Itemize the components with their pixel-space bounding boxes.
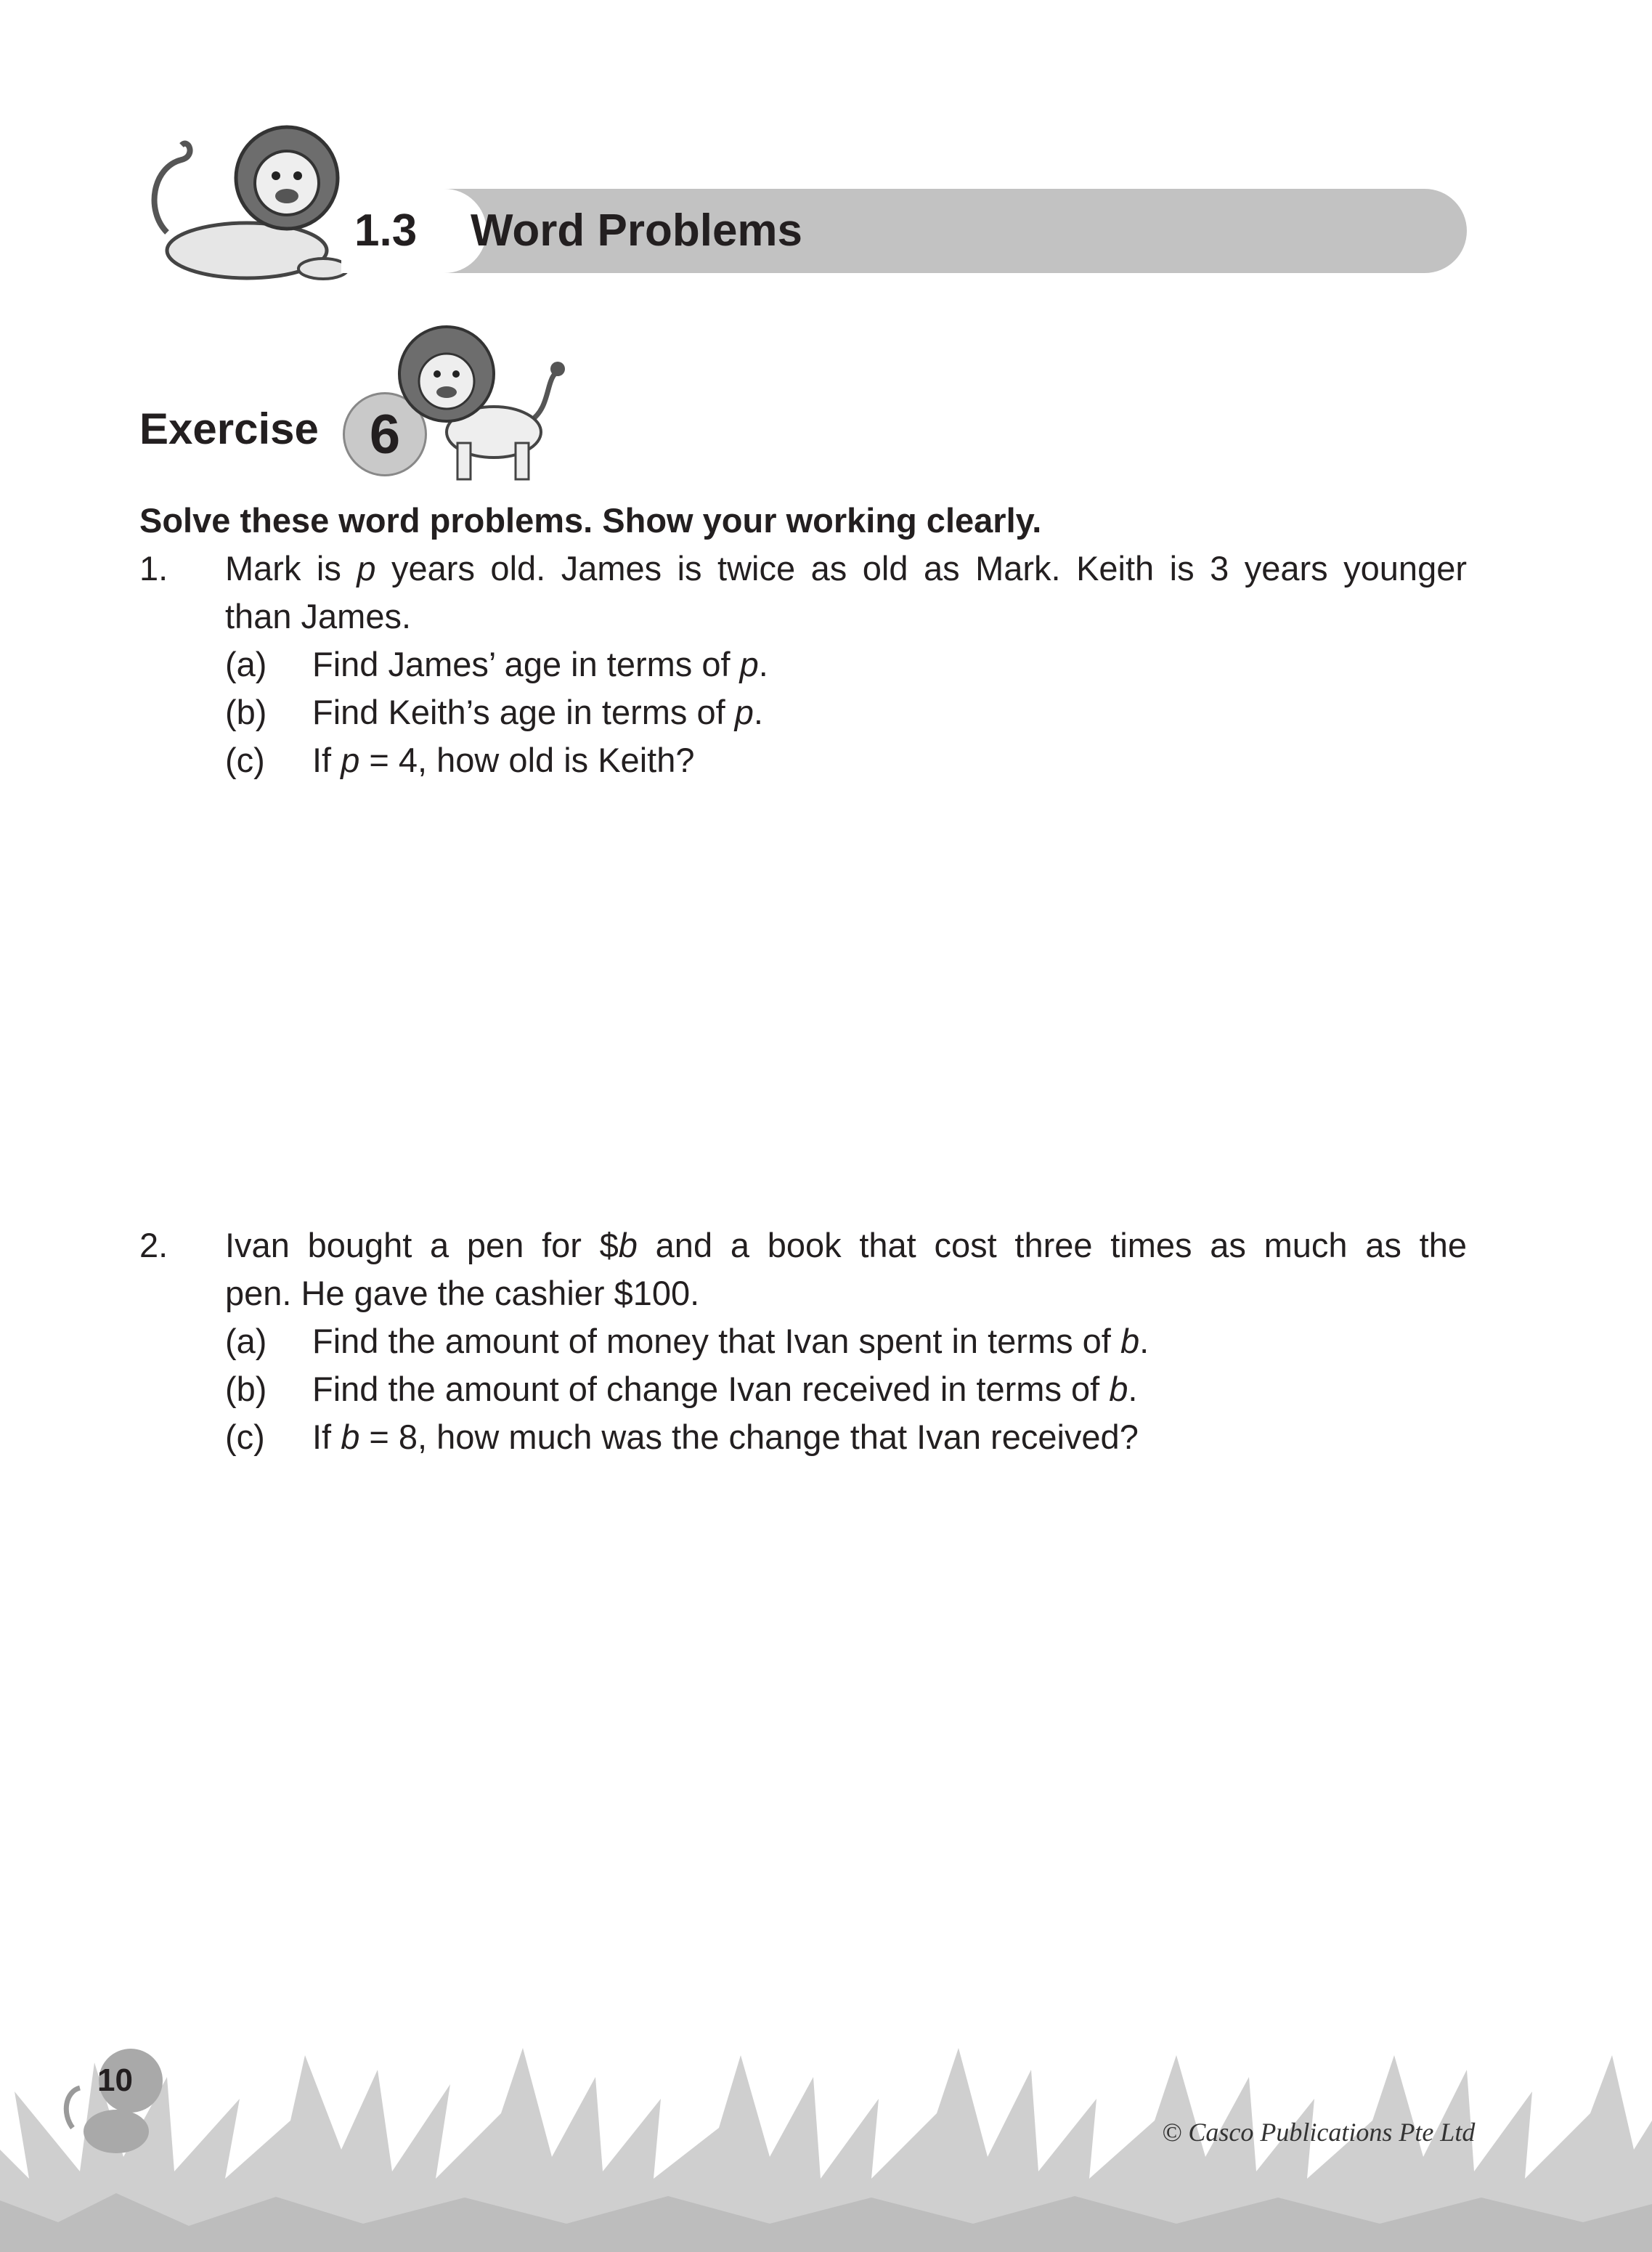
lion-mascot-icon	[138, 123, 370, 283]
question-1-line-1: Mark is p years old. James is twice as old as Mark. Keith is 3 years younger	[225, 549, 1468, 588]
question-1-line-2: than James.	[225, 597, 412, 635]
question-2a-text: Find the amount of money that Ivan spent in terms of b.	[312, 1322, 1150, 1360]
question-2-number: 2.	[139, 1226, 168, 1264]
question-2c-text: If b = 8, how much was the change that Ivan received?	[312, 1418, 1139, 1456]
question-1-number: 1.	[139, 549, 168, 588]
question-2c-label: (c)	[225, 1418, 265, 1456]
instructions: Solve these word problems. Show your working clearly.	[139, 501, 1042, 540]
question-1a-text: Find James’ age in terms of p.	[312, 645, 768, 683]
question-2a-label: (a)	[225, 1322, 267, 1360]
question-2b-label: (b)	[225, 1370, 267, 1408]
standing-lion-icon	[385, 320, 566, 487]
exercise-label: Exercise	[139, 405, 319, 453]
page-number: 10	[97, 2062, 133, 2098]
question-1b-label: (b)	[225, 693, 267, 731]
question-1c-label: (c)	[225, 741, 265, 779]
question-1a-label: (a)	[225, 645, 267, 683]
question-1c-text: If p = 4, how old is Keith?	[312, 741, 695, 779]
question-1b-text: Find Keith’s age in terms of p.	[312, 693, 763, 731]
section-number: 1.3	[354, 206, 418, 256]
section-title: Word Problems	[471, 206, 803, 256]
copyright-notice: © Casco Publications Pte Ltd	[1162, 2118, 1476, 2147]
exercise-number: 6	[369, 403, 401, 466]
question-2-line-2: pen. He gave the cashier $100.	[225, 1274, 700, 1312]
question-2-line-1: Ivan bought a pen for $b and a book that cost three times as much as the	[225, 1226, 1467, 1264]
question-2b-text: Find the amount of change Ivan received in terms of b.	[312, 1370, 1138, 1408]
